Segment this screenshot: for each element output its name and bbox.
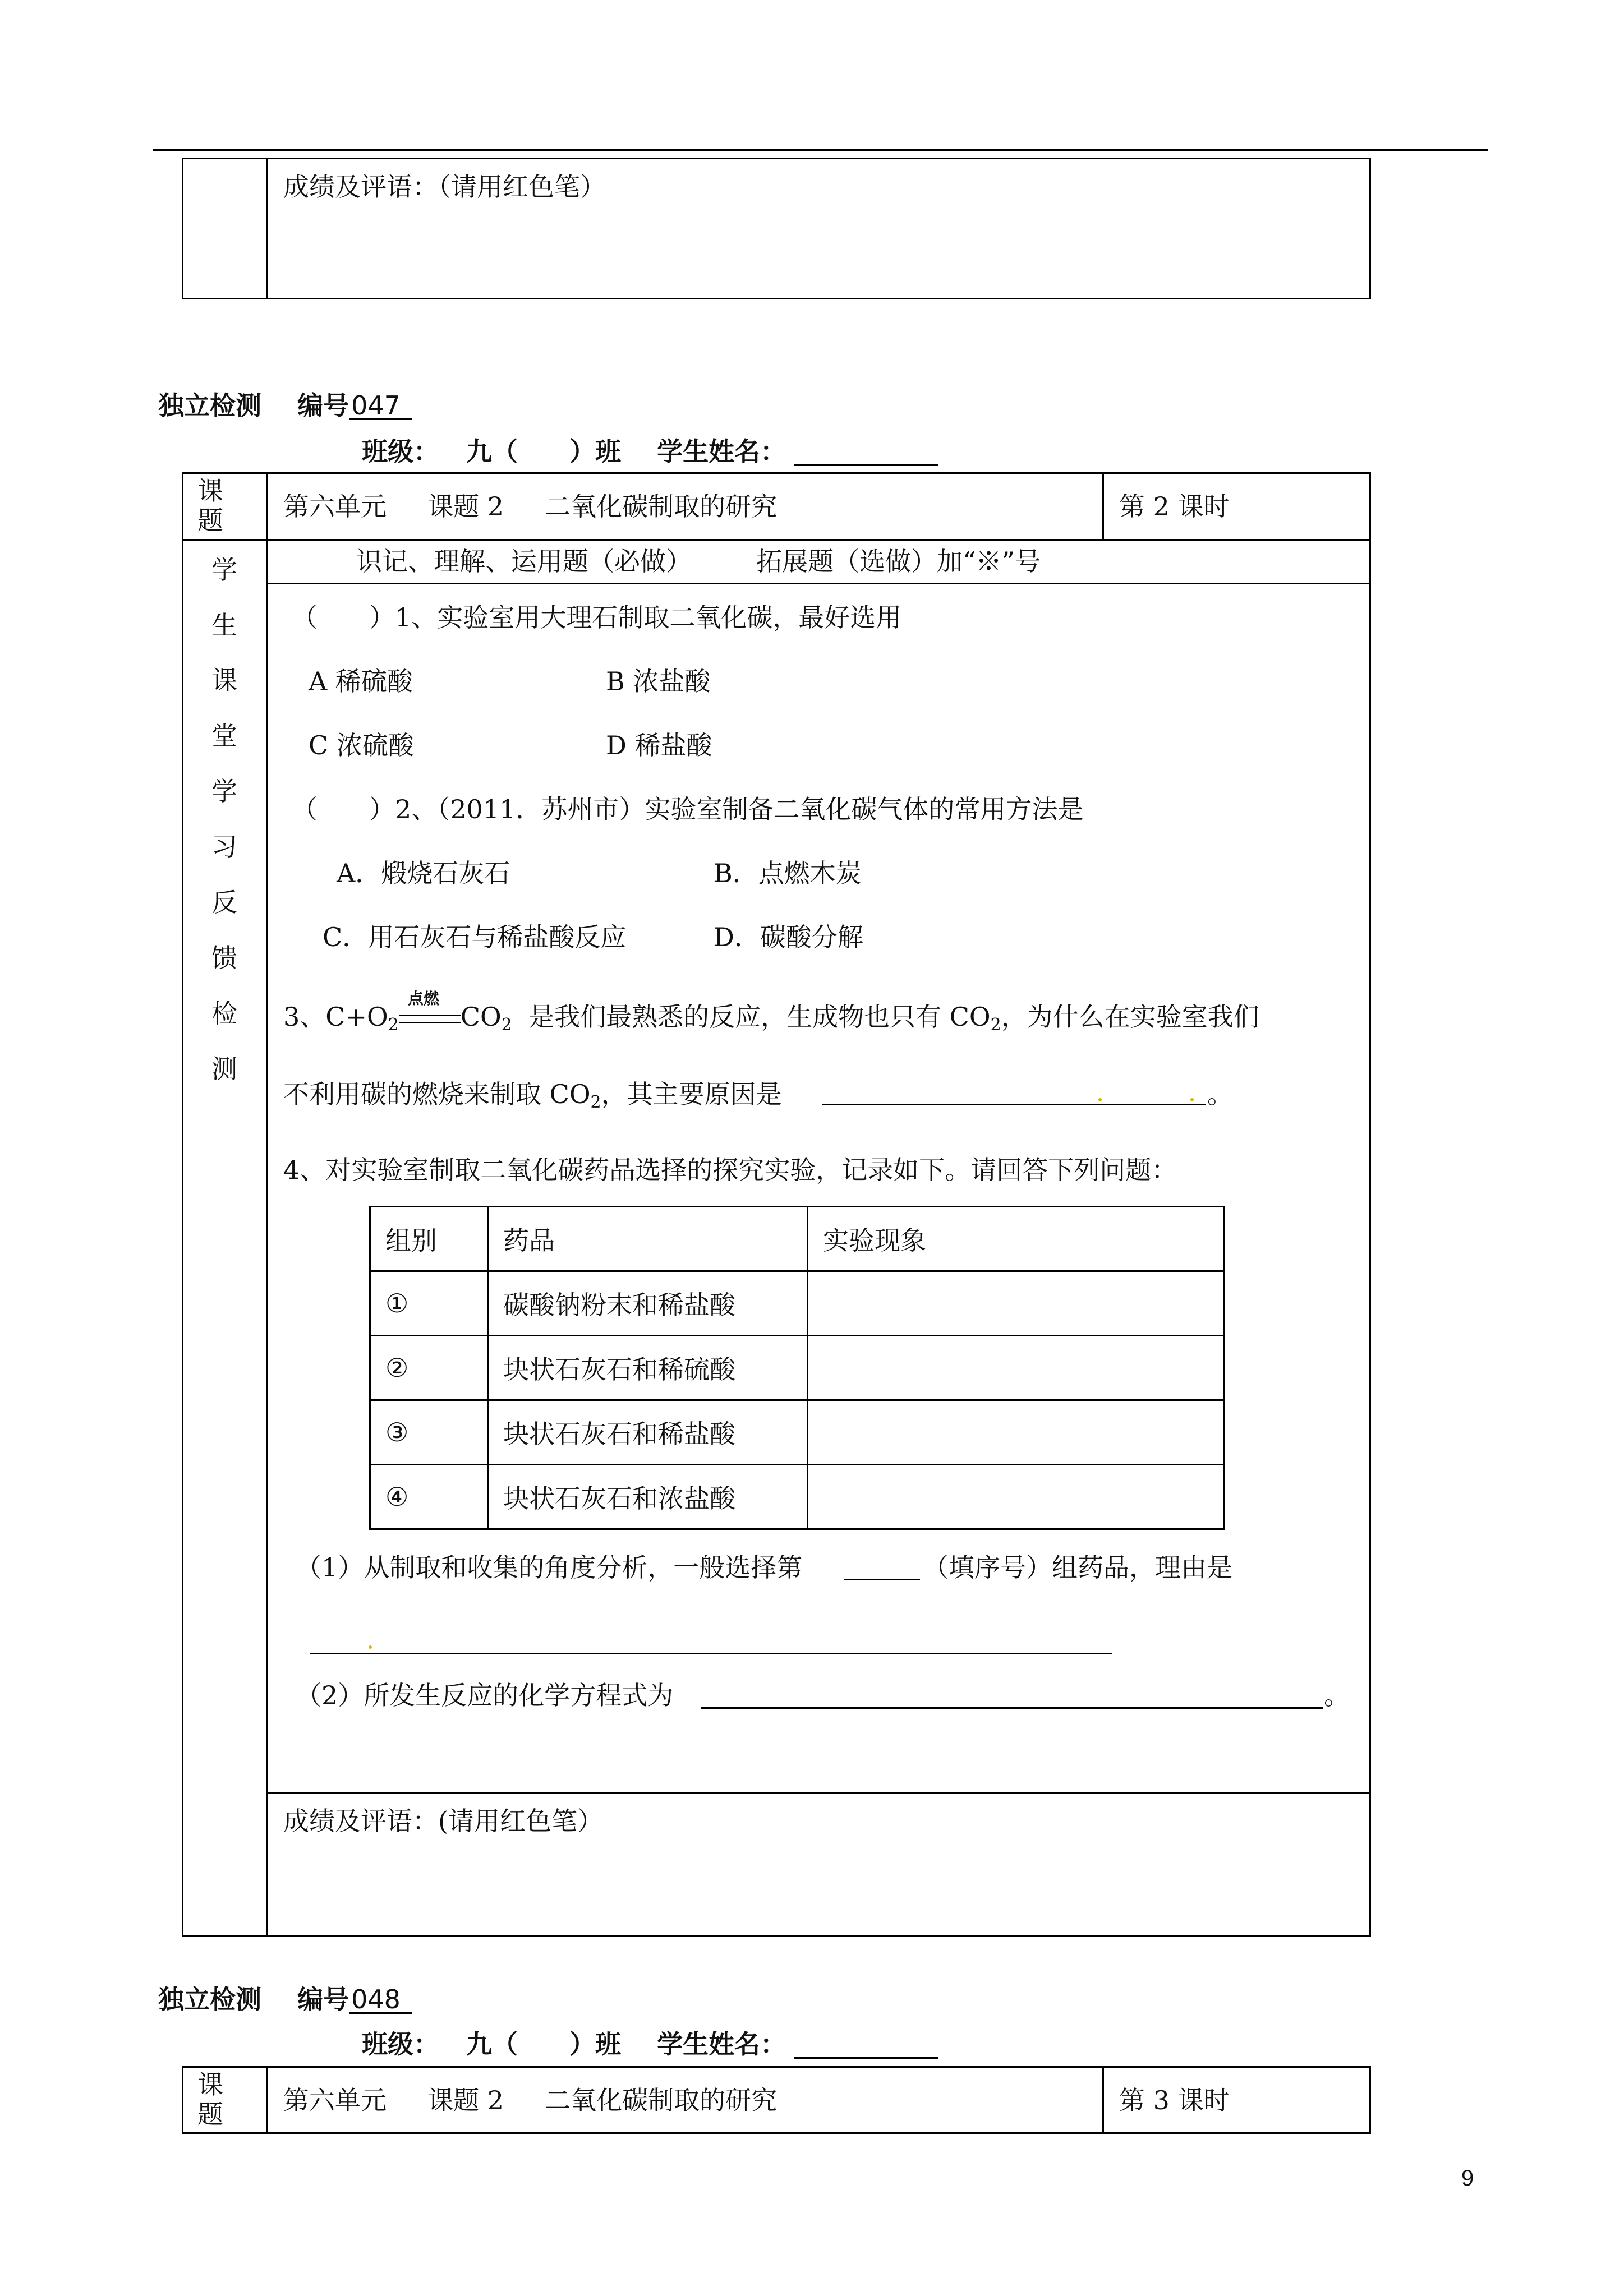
q3-o2-sub: 2 <box>388 1015 399 1035</box>
table-row <box>370 1271 1225 1336</box>
left-column-divider <box>266 472 268 1937</box>
table-row <box>370 1465 1225 1529</box>
reagent-cell: 块状石灰石和稀盐酸 <box>488 1400 808 1465</box>
group-cell: ④ <box>370 1465 488 1529</box>
q3-line2 <box>283 1081 782 1111</box>
header-group: 组别 <box>370 1207 488 1271</box>
q3-answer-blank[interactable] <box>822 1104 1206 1105</box>
reagent-cell: 块状石灰石和稀硫酸 <box>488 1336 808 1400</box>
q3-line2-end: ，其主要原因是 <box>601 1079 782 1109</box>
section-number: 048 <box>349 1986 412 2014</box>
q4-stem: 4、对实验室制取二氧化碳药品选择的探究实验，记录如下。请回答下列问题： <box>283 1155 1177 1185</box>
experiment-table <box>369 1206 1225 1530</box>
q4-sub1-part-a: （1）从制取和收集的角度分析，一般选择第 <box>296 1552 803 1583</box>
section-title-text: 独立检测 <box>158 1984 261 2014</box>
number-label: 编号 <box>297 1984 349 2014</box>
side-char: 测 <box>211 1054 237 1084</box>
student-name-label: 学生姓名： <box>657 436 786 467</box>
group-cell: ② <box>370 1336 488 1400</box>
topic-label-1: 课 <box>197 2069 223 2100</box>
class-label: 班级： <box>362 2029 439 2059</box>
q3-line1 <box>283 989 1259 1035</box>
phenomenon-cell[interactable] <box>808 1336 1225 1400</box>
q1-stem: （ ）1、实验室用大理石制取二氧化碳，最好选用 <box>292 602 902 633</box>
section-title-text: 独立检测 <box>158 390 261 421</box>
q2-option-c: C．用石灰石与稀盐酸反应 <box>323 922 627 952</box>
student-name-label: 学生姓名： <box>657 2029 786 2059</box>
q4-sub2: （2）所发生反应的化学方程式为 <box>296 1680 674 1711</box>
q3-prefix: 3、C+O <box>283 1002 388 1032</box>
period-label: 第 2 课时 <box>1119 491 1230 522</box>
class-value: 九（ ）班 <box>466 2029 622 2059</box>
class-label: 班级： <box>362 436 439 467</box>
topic-title: 二氧化碳制取的研究 <box>545 2085 778 2115</box>
unit-label: 第六单元 <box>283 2085 387 2115</box>
left-column-divider <box>266 2066 268 2134</box>
q4-equation-blank[interactable] <box>701 1707 1323 1709</box>
reaction-arrow <box>399 989 461 1030</box>
stray-mark <box>1190 1098 1194 1101</box>
number-label: 编号 <box>297 390 349 421</box>
side-char: 课 <box>211 665 237 695</box>
q2-option-a: A．煅烧石灰石 <box>337 858 510 888</box>
group-cell: ① <box>370 1271 488 1336</box>
top-comment-divider <box>266 158 268 299</box>
instruction-row-bottom <box>266 583 1371 584</box>
class-line <box>362 2031 786 2057</box>
q2-option-b: B．点燃木炭 <box>714 858 862 888</box>
unit-text <box>283 491 778 522</box>
reagent-cell: 块状石灰石和浓盐酸 <box>488 1465 808 1529</box>
phenomenon-cell[interactable] <box>808 1271 1225 1336</box>
period-label: 第 3 课时 <box>1119 2085 1230 2115</box>
reaction-equal-sign <box>399 1015 461 1023</box>
table-header-row <box>370 1207 1225 1271</box>
comment-label: 成绩及评语：(请用红色笔） <box>283 1806 603 1836</box>
q3-co2-sub: 2 <box>501 1015 512 1035</box>
side-char: 反 <box>211 887 237 918</box>
q1-option-c: C 浓硫酸 <box>309 730 414 760</box>
section-title <box>158 1986 412 2014</box>
header-reagent: 药品 <box>488 1207 808 1271</box>
table-row <box>370 1400 1225 1465</box>
q4-sub2-end: 。 <box>1324 1680 1350 1711</box>
q2-stem: （ ）2、（2011．苏州市）实验室制备二氧化碳气体的常用方法是 <box>292 794 1084 824</box>
period-column-divider <box>1102 472 1104 540</box>
section-number: 047 <box>349 393 412 420</box>
student-name-field[interactable] <box>794 2057 938 2059</box>
q1-option-a: A 稀硫酸 <box>309 666 413 697</box>
q3-co2: CO <box>460 1002 502 1032</box>
class-value: 九（ ）班 <box>466 436 622 467</box>
side-char: 馈 <box>211 943 237 973</box>
comment-row-top <box>266 1792 1371 1794</box>
side-char: 学 <box>211 555 237 585</box>
stray-mark <box>369 1645 372 1649</box>
q4-group-blank[interactable] <box>844 1579 920 1580</box>
q4-sub1-part-b: （填序号）组药品，理由是 <box>923 1552 1232 1583</box>
topic-label-2: 题 <box>197 505 223 536</box>
q3-period: 。 <box>1207 1079 1233 1109</box>
class-line <box>362 436 786 467</box>
phenomenon-cell[interactable] <box>808 1465 1225 1529</box>
topic-label-2: 题 <box>197 2099 223 2129</box>
q3-middle-sub: 2 <box>990 1015 1001 1035</box>
side-char: 习 <box>211 832 237 862</box>
q1-option-b: B 浓盐酸 <box>606 666 711 697</box>
reagent-cell: 碳酸钠粉末和稀盐酸 <box>488 1271 808 1336</box>
header-rule <box>153 149 1488 151</box>
table-row <box>370 1336 1225 1400</box>
q3-line2-sub: 2 <box>590 1092 601 1112</box>
side-char: 检 <box>211 998 237 1029</box>
page-number: 9 <box>1461 2166 1474 2191</box>
q4-reason-blank[interactable] <box>310 1653 1112 1654</box>
side-char: 学 <box>211 776 237 806</box>
reaction-condition: 点燃 <box>407 989 439 1008</box>
q3-middle: 是我们最熟悉的反应，生成物也只有 CO <box>528 1002 991 1032</box>
student-name-field[interactable] <box>794 464 938 466</box>
group-cell: ③ <box>370 1400 488 1465</box>
q1-option-d: D 稀盐酸 <box>606 730 712 760</box>
top-comment-label: 成绩及评语：（请用红色笔） <box>283 172 606 202</box>
section-title <box>158 390 412 421</box>
unit-label: 第六单元 <box>283 491 387 522</box>
instructions: 识记、理解、运用题（必做） 拓展题（选做）加“※”号 <box>356 546 1041 577</box>
stray-mark <box>1098 1098 1102 1101</box>
q2-option-d: D．碳酸分解 <box>714 922 863 952</box>
q3-line2-start: 不利用碳的燃烧来制取 CO <box>283 1079 591 1109</box>
header-phenomenon: 实验现象 <box>808 1207 1225 1271</box>
topic-row-bottom <box>182 539 1371 541</box>
side-char: 生 <box>211 610 237 640</box>
phenomenon-cell[interactable] <box>808 1400 1225 1465</box>
lesson-label: 课题 2 <box>427 2085 504 2115</box>
side-char: 堂 <box>211 721 237 751</box>
topic-title: 二氧化碳制取的研究 <box>545 491 778 522</box>
unit-text <box>283 2087 777 2113</box>
q3-end: ，为什么在实验室我们 <box>1001 1002 1259 1032</box>
topic-label-1: 课 <box>197 476 223 506</box>
period-column-divider <box>1102 2066 1104 2134</box>
lesson-label: 课题 2 <box>427 491 504 522</box>
